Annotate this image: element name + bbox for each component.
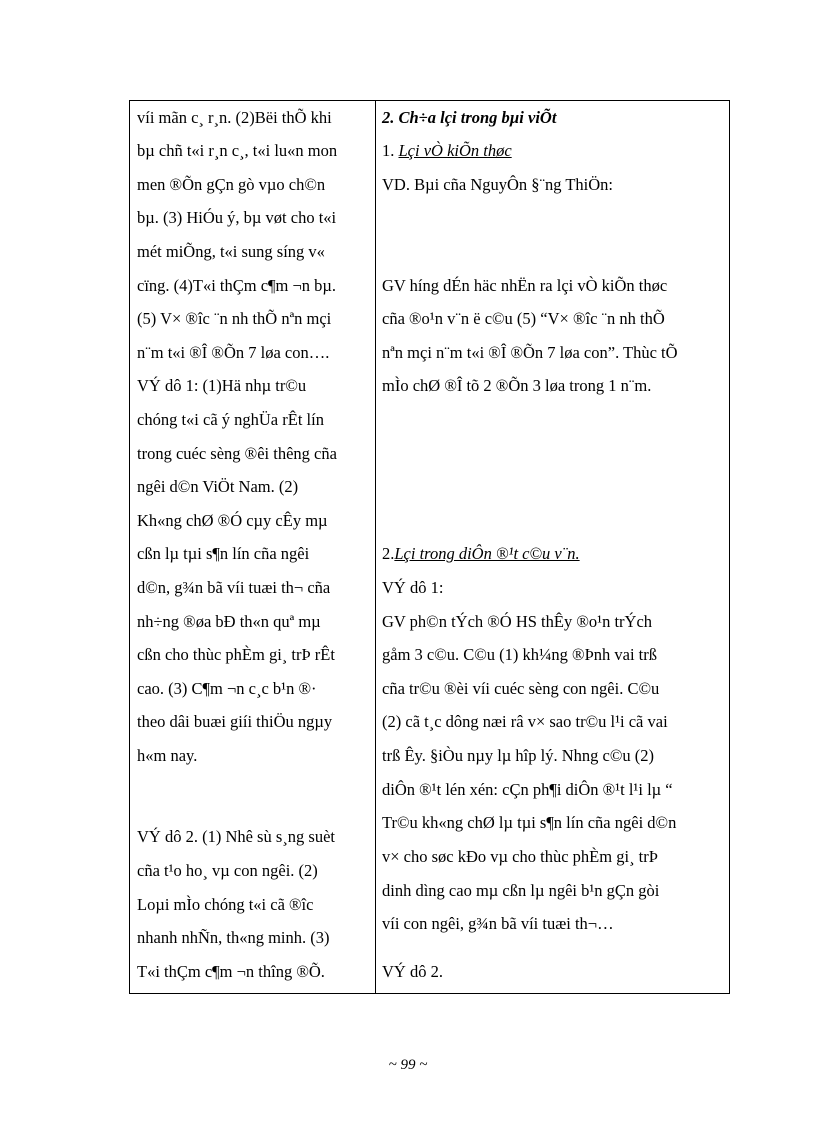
example-source-line: VD. Bµi cña NguyÔn §¨ng ThiÖn: (382, 175, 614, 194)
paragraph-line: (2) cã t¸c dông næi râ v× sao tr©u l¹i cã vai (382, 712, 668, 731)
left-line: cao. (3) C¶m ¬n c¸c b¹n ®· (137, 679, 317, 698)
paragraph-line: Tr©u kh«ng chØ lµ tµi s¶n lín cña ngêi d©n (382, 813, 677, 832)
paragraph-line: GV híng dÉn häc nhËn ra lçi vÒ kiÕn thøc (382, 276, 668, 295)
left-line: nh÷ng ®øa bÐ th«n quª mµ (137, 612, 321, 631)
subheading-expression-errors-text: Lçi trong diÔn ®¹t c©u v¨n. (394, 544, 580, 563)
column-divider (375, 101, 376, 993)
left-line: cïng. (4)T«i thÇm c¶m ¬n bµ. (137, 276, 337, 295)
left-line: bµ chñ t«i r¸n c¸, t«i lu«n mon (137, 141, 338, 160)
left-line: VÝ dô 2. (1) Nhê sù s¸ng suèt (137, 827, 335, 846)
left-line: cßn lµ tµi s¶n lín cña ngêi (137, 544, 310, 563)
subheading-expression-errors: 2.Lçi trong diÔn ®¹t c©u v¨n. (382, 544, 580, 563)
paragraph-line: cña tr©u ®èi víi cuéc sèng con ngêi. C©u (382, 679, 660, 698)
paragraph-line: gåm 3 c©u. C©u (1) kh¼ng ®Þnh vai trß (382, 645, 657, 664)
paragraph-line: v× cho søc kÐo vµ cho thùc phÈm gi¸ trÞ (382, 847, 658, 866)
left-line: Loµi mÌo chóng t«i cã ®îc (137, 895, 314, 914)
left-line: ngêi d©n ViÖt Nam. (2) (137, 477, 299, 496)
left-line: bµ. (3) HiÓu ý, bµ vøt cho t«i (137, 208, 337, 227)
paragraph-line: víi con ngêi, g¾n bã víi tuæi th¬… (382, 914, 614, 933)
left-line: Kh«ng chØ ®Ó cµy cÊy mµ (137, 511, 328, 530)
example-1-label: VÝ dô 1: (382, 578, 444, 597)
page-number: ~ 99 ~ (388, 1057, 428, 1073)
left-column (130, 101, 375, 981)
left-line: mét miÕng, t«i sung síng v« (137, 242, 325, 261)
paragraph-line: mÌo chØ ®Î tõ 2 ®Õn 3 løa trong 1 n¨m. (382, 376, 652, 395)
left-line: víi mãn c¸ r¸n. (2)Bëi thÕ khi (137, 108, 332, 127)
left-line: cßn cho thùc phÈm gi¸ trÞ rÊt (137, 645, 335, 664)
left-line: men ®Õn gÇn gò vµo ch©n (137, 175, 326, 194)
subheading-knowledge-errors: 1. Lçi vÒ kiÕn thøc (382, 141, 512, 160)
left-line: T«i thÇm c¶m ¬n thîng ®Õ. (137, 962, 325, 981)
right-column (376, 101, 729, 981)
left-line: d©n, g¾n bã víi tuæi th¬ cña (137, 578, 331, 597)
paragraph-line: GV ph©n tÝch ®Ó HS thÊy ®o¹n trÝch (382, 612, 653, 631)
left-line: (5) V× ®îc ¨n nh thÕ nªn mçi (137, 309, 332, 328)
left-line: theo dâi buæi giíi thiÖu ngµy (137, 712, 333, 731)
section-heading: 2. Ch÷a lçi trong bµi viÕt (382, 108, 557, 127)
left-line: chóng t«i cã ý nghÜa rÊt lín (137, 410, 324, 429)
paragraph-line: dinh dìng cao mµ cßn lµ ngêi b¹n gÇn gòi (382, 881, 660, 900)
paragraph-line: diÔn ®¹t lén xén: cÇn ph¶i diÔn ®¹t l¹i lµ “ (382, 780, 673, 799)
left-line: n¨m t«i ®Î ®Õn 7 løa con…. (137, 343, 330, 362)
subheading-knowledge-errors-text: Lçi vÒ kiÕn thøc (398, 141, 512, 160)
paragraph-line: cña ®o¹n v¨n ë c©u (5) “V× ®îc ¨n nh thÕ (382, 309, 665, 328)
example-2-label: VÝ dô 2. (382, 962, 443, 981)
left-line: cña t¹o ho¸ vµ con ngêi. (2) (137, 861, 318, 880)
left-line: VÝ dô 1: (1)Hä nhµ tr©u (137, 376, 307, 395)
paragraph-line: nªn mçi n¨m t«i ®Î ®Õn 7 løa con”. Thùc tÕ (382, 343, 678, 362)
paragraph-line: trß Êy. §iÒu nµy lµ hîp lý. Nhng c©u (2) (382, 746, 654, 765)
left-line: nhanh nhÑn, th«ng minh. (3) (137, 928, 330, 947)
content-table (129, 100, 730, 994)
left-line: h«m nay. (137, 746, 198, 765)
left-line: trong cuéc sèng ®êi thêng cña (137, 444, 337, 463)
